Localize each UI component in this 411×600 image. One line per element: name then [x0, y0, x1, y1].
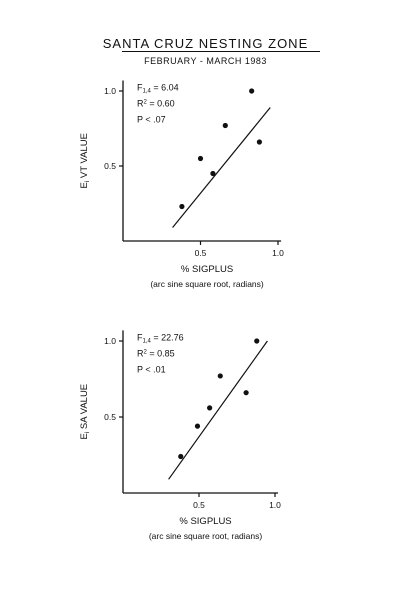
- data-point: [207, 405, 212, 410]
- stats-line: P < .07: [137, 114, 166, 125]
- x-tick-label: 1.0: [269, 500, 281, 510]
- data-point: [195, 424, 200, 429]
- data-point: [249, 88, 254, 93]
- stats-line: $F_{1,4} = 22.76$: [137, 332, 184, 345]
- regression-line: [173, 108, 271, 228]
- regression-line: [169, 341, 268, 479]
- data-point: [257, 139, 262, 144]
- data-point: [218, 373, 223, 378]
- data-point: [244, 390, 249, 395]
- stats-line: $F_{1,4} = 6.04$: [137, 82, 179, 95]
- x-axis-sublabel: (arc sine square root, radians): [150, 279, 264, 289]
- y-tick-label: 0.5: [104, 161, 116, 171]
- stats-line: $R^2 = 0.85$: [137, 348, 175, 359]
- stats-line: $R^2 = 0.60$: [137, 98, 175, 109]
- data-point: [210, 171, 215, 176]
- data-point: [198, 156, 203, 161]
- data-point: [178, 454, 183, 459]
- y-tick-label: 1.0: [104, 336, 116, 346]
- y-tick-label: 0.5: [104, 412, 116, 422]
- page-subtitle: FEBRUARY - MARCH 1983: [144, 56, 267, 66]
- y-axis-label: $E_i$ SA VALUE: [79, 383, 91, 440]
- x-axis-label: % SIGPLUS: [179, 516, 232, 527]
- x-tick-label: 0.5: [193, 500, 205, 510]
- data-point: [223, 123, 228, 128]
- x-tick-label: 0.5: [194, 248, 207, 258]
- x-tick-label: 1.0: [272, 248, 284, 258]
- x-axis-sublabel: (arc sine square root, radians): [148, 531, 263, 541]
- y-axis-label: $E_i$ VT VALUE: [79, 133, 91, 189]
- x-axis-label: % SIGPLUS: [180, 264, 234, 275]
- page-title: SANTA CRUZ NESTING ZONE: [102, 36, 309, 51]
- stats-line: P < .01: [137, 364, 166, 375]
- data-point: [179, 204, 184, 209]
- data-point: [254, 338, 259, 343]
- y-tick-label: 1.0: [104, 86, 116, 96]
